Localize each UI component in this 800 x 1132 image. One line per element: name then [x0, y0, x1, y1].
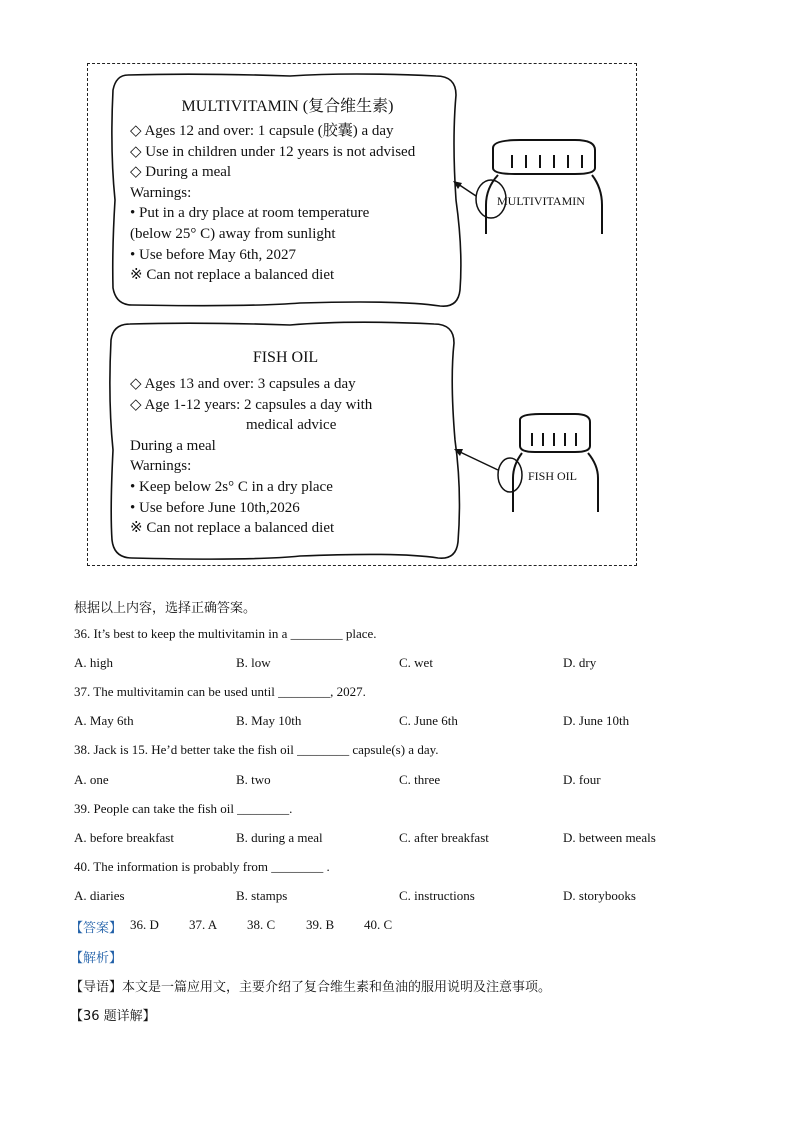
option[interactable]: C. after breakfast	[399, 830, 489, 845]
instruction-text: 根据以上内容，选择正确答案。	[74, 601, 257, 616]
question-stem: 37. The multivitamin can be used until ________, 2027.	[74, 684, 366, 699]
fish-oil-line: ◇ Ages 13 and over: 3 capsules a day	[130, 376, 356, 392]
answer-item: 36. D	[130, 917, 159, 932]
option[interactable]: C. June 6th	[399, 713, 458, 728]
fish-oil-line: ※ Can not replace a balanced diet	[130, 520, 335, 537]
option[interactable]: C. wet	[399, 655, 433, 670]
option[interactable]: D. between meals	[563, 830, 656, 845]
fish-oil-line: Warnings:	[130, 458, 192, 475]
multivitamin-line: • Put in a dry place at room temperature	[130, 205, 370, 222]
guide-line	[70, 976, 551, 995]
fish-oil-line: ◇ Age 1-12 years: 2 capsules a day with	[130, 396, 373, 413]
fish-oil-line: • Use before June 10th,2026	[130, 499, 300, 516]
option[interactable]: B. two	[236, 772, 271, 787]
option[interactable]: B. low	[236, 655, 271, 670]
answer-item: 39. B	[306, 917, 335, 932]
question-stem: 39. People can take the fish oil ________.	[74, 801, 293, 816]
detail-heading: 【36 题详解】	[70, 1009, 156, 1024]
option[interactable]: A. high	[74, 655, 113, 670]
answer-item: 37. A	[189, 917, 218, 932]
fish-oil-line: medical advice	[246, 417, 337, 434]
option[interactable]: D. dry	[563, 655, 597, 670]
fish-oil-title: FISH OIL	[252, 349, 319, 366]
option[interactable]: A. before breakfast	[74, 830, 174, 845]
option[interactable]: D. storybooks	[563, 888, 636, 903]
answer-item: 40. C	[364, 917, 393, 932]
fish-oil-line: During a meal	[130, 437, 216, 454]
guide-text: 本文是一篇应用文，主要介绍了复合维生素和鱼油的服用说明及注意事项。	[122, 980, 552, 995]
question-stem: 38. Jack is 15. He’d better take the fish oil ________ capsule(s) a day.	[74, 742, 439, 757]
option[interactable]: C. three	[399, 772, 441, 787]
answer-item: 38. C	[247, 917, 276, 932]
multivitamin-line: • Use before May 6th, 2027	[130, 246, 297, 263]
option[interactable]: A. May 6th	[74, 713, 134, 728]
option[interactable]: B. May 10th	[236, 713, 302, 728]
multivitamin-bottle-icon	[476, 140, 602, 234]
option[interactable]: A. one	[74, 772, 109, 787]
multivitamin-title: MULTIVITAMIN (复合维生素)	[181, 98, 394, 115]
multivitamin-bottle-label: MULTIVITAMIN	[497, 194, 585, 208]
option[interactable]: B. stamps	[236, 888, 288, 903]
multivitamin-line: ※ Can not replace a balanced diet	[130, 267, 335, 284]
fish-oil-line: • Keep below 2s° C in a dry place	[130, 479, 333, 495]
fish-oil-bottle-label: FISH OIL	[528, 469, 578, 483]
option[interactable]: D. four	[563, 772, 601, 787]
option[interactable]: B. during a meal	[236, 830, 323, 845]
multivitamin-line: ◇ During a meal	[130, 164, 232, 181]
analysis-tag: 【解析】	[70, 951, 123, 966]
multivitamin-line: ◇ Use in children under 12 years is not advised	[130, 143, 416, 160]
multivitamin-line: ◇ Ages 12 and over: 1 capsule (胶囊) a day	[130, 123, 394, 139]
guide-tag: 【导语】	[70, 980, 123, 995]
multivitamin-line: (below 25° C) away from sunlight	[130, 226, 336, 242]
option[interactable]: C. instructions	[399, 888, 475, 903]
answer-tag: 【答案】	[70, 921, 123, 936]
option[interactable]: A. diaries	[74, 888, 125, 903]
question-stem: 36. It’s best to keep the multivitamin in a ________ place.	[74, 626, 377, 641]
multivitamin-line: Warnings:	[130, 184, 192, 201]
question-stem: 40. The information is probably from ________ .	[74, 859, 330, 874]
option[interactable]: D. June 10th	[563, 713, 630, 728]
fish-oil-bottle-icon	[498, 414, 598, 512]
